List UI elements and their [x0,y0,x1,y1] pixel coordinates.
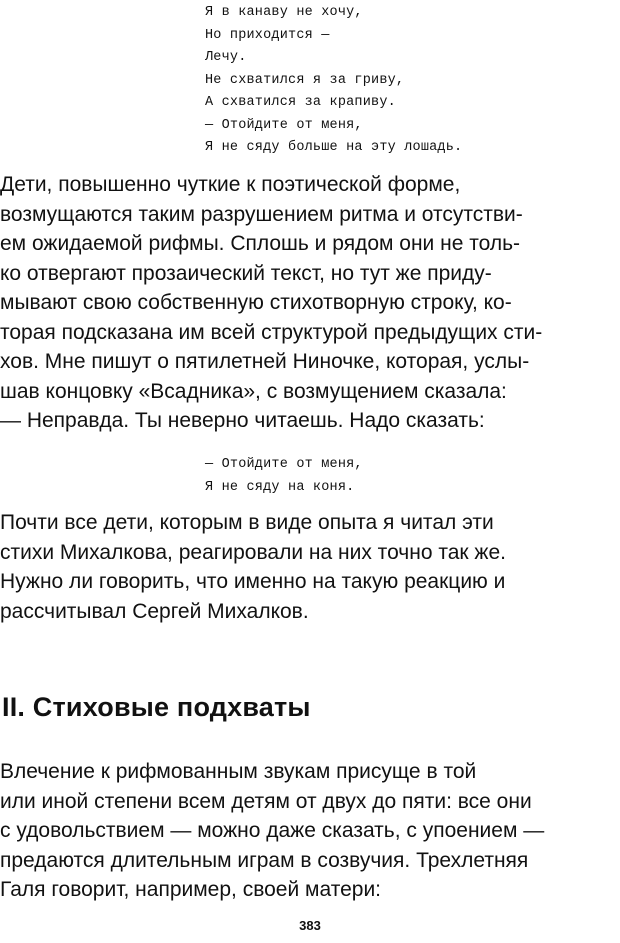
paragraph [0,508,620,626]
paragraph-line: Дети, повышенно чуткие к поэтической форме, [0,173,461,196]
verse-line: Я в канаву не хочу, [205,5,363,20]
paragraph-line: шав концовку «Всадника», с возмущением сказала: [0,379,507,403]
verse-line: Но приходится — [205,27,330,43]
verse-line: Лечу. [205,50,247,65]
verse-line: Я не сяду больше на эту лошадь. [205,140,463,155]
verse-block [205,453,585,499]
paragraph-line: возмущаются таким разрушением ритма и отсутстви- [0,202,523,226]
page-number: 383 [299,918,321,933]
paragraph-line: Влечение к рифмованным звукам присуще в той [0,760,477,783]
paragraph-line: ко отвергают прозаический текст, но тут же приду- [0,261,492,285]
verse-line: Я не сяду на коня. [205,480,355,495]
section-heading: II. Стиховые подхваты [2,692,311,722]
paragraph-line: рассчитывал Сергей Михалков. [0,599,309,623]
paragraph [0,757,620,905]
verse-block [205,2,585,160]
paragraph-line: с удовольствием — можно даже сказать, с упоением — [0,819,545,842]
paragraph-line: стихи Михалкова, реагировали на них точно так же. [0,540,506,564]
paragraph [0,170,620,436]
verse-line: — Отойдите от меня, [205,457,363,472]
verse-line: Не схватился я за гриву, [205,72,405,88]
verse-line: — Отойдите от меня, [205,117,363,133]
paragraph-line: предаются длительным играм в созвучия. Трехлетняя [0,848,529,872]
paragraph-line: торая подсказана им всей структурой предыдущих сти- [0,320,543,344]
paragraph-line: — Неправда. Ты неверно читаешь. Надо сказать: [0,409,485,432]
paragraph-line: ем ожидаемой рифмы. Сплошь и рядом они не толь- [0,232,521,255]
paragraph-line: Почти все дети, которым в виде опыта я читал эти [0,511,494,534]
paragraph-line: мывают свою собственную стихотворную строку, ко- [0,291,512,314]
paragraph-line: Нужно ли говорить, что именно на такую реакцию и [0,570,506,593]
paragraph-line: Галя говорит, например, своей матери: [0,878,382,901]
paragraph-line: или иной степени всем детям от двух до пяти: все они [0,789,532,813]
paragraph-line: хов. Мне пишут о пятилетней Ниночке, которая, услы- [0,350,530,373]
verse-line: А схватился за крапиву. [205,95,396,110]
